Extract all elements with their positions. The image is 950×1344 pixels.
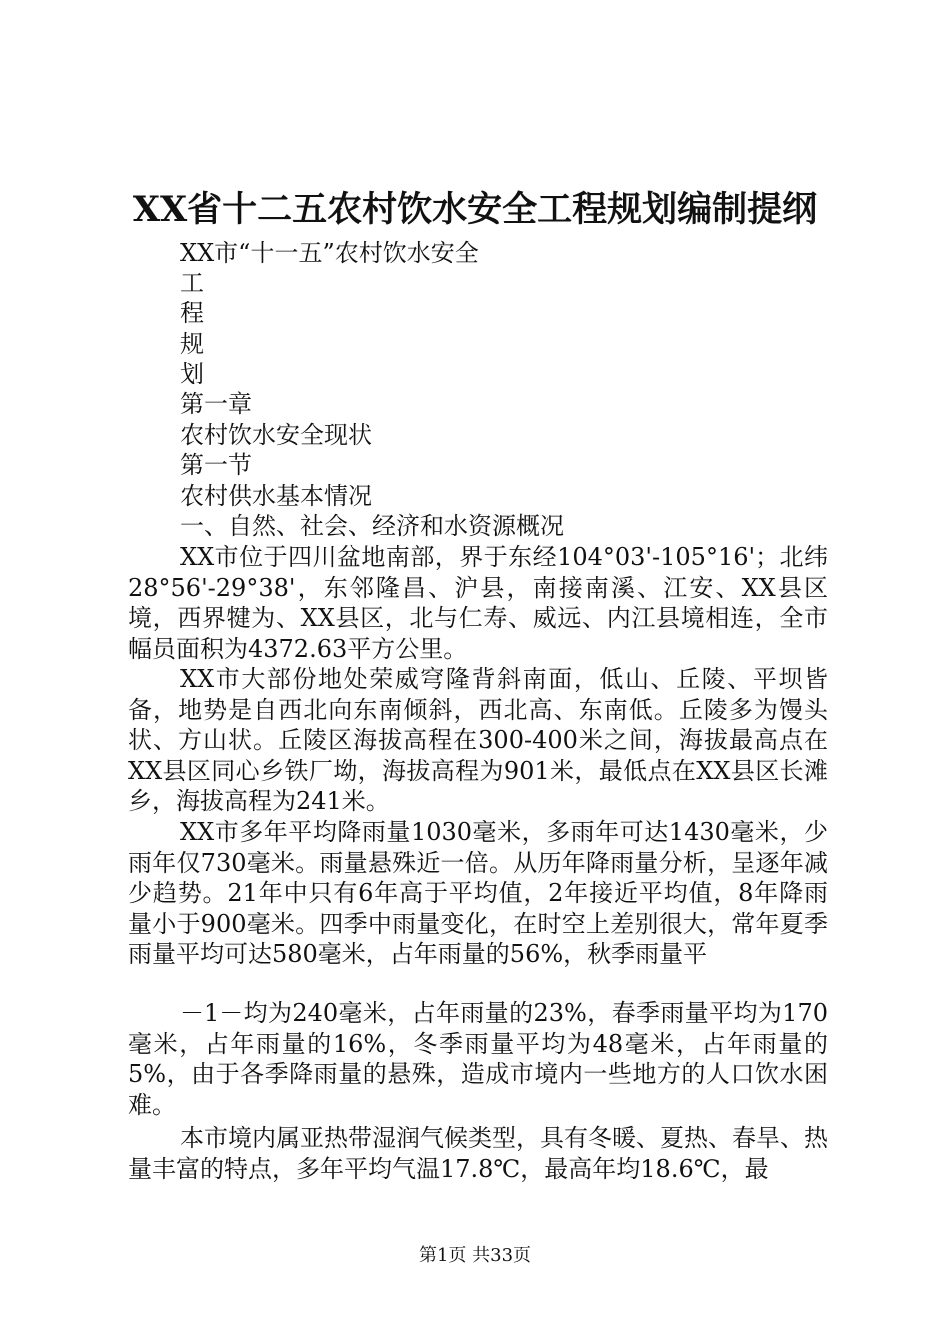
document-title: XX省十二五农村饮水安全工程规划编制提纲 [132, 189, 818, 230]
page-footer: 第1页 共33页 [418, 1245, 532, 1266]
body-paragraph: XX市大部份地处荣威穹隆背斜南面，低山、丘陵、平坝皆备，地势是自西北向东南倾斜，西北高、东南低。丘陵多为馒头状、方山状。丘陵区海拔高程在300-400米之间，海拔最高点在XX县区同心乡铁厂坳，海拔高程为901米，最低点在XX县区长滩乡，海拔高程为241米。 [128, 665, 828, 815]
heading-line: 划 [180, 360, 204, 388]
section-title: 农村供水基本情况 [180, 482, 372, 510]
body-paragraph: XX市多年平均降雨量1030毫米，多雨年可达1430毫米，少雨年仅730毫米。雨量悬殊近一倍。从历年降雨量分析，呈逐年减少趋势。21年中只有6年高于平均值，2年接近平均值，8年降雨量小于900毫米。四季中雨量变化，在时空上差别很大，常年夏季雨量平均可达580毫米，占年雨量的56%，秋季雨量平 [128, 818, 828, 968]
section-heading: 第一节 [180, 451, 252, 479]
chapter-title: 农村饮水安全现状 [180, 421, 372, 449]
body-paragraph: XX市位于四川盆地南部，界于东经104°03'-105°16'；北纬28°56'-29°38'，东邻隆昌、沪县，南接南溪、江安、XX县区境，西界犍为、XX县区，北与仁寿、威远、内江县境相连，全市幅员面积为4372.63平方公里。 [128, 543, 828, 663]
body-paragraph: 本市境内属亚热带湿润气候类型，具有冬暖、夏热、春旱、热量丰富的特点，多年平均气温17.8℃，最高年均18.6℃，最 [128, 1124, 828, 1183]
subsection-title: 一、自然、社会、经济和水资源概况 [180, 512, 564, 540]
heading-line: 工 [180, 269, 204, 297]
heading-line: XX市“十一五”农村饮水安全 [180, 239, 479, 267]
body-paragraph: －1－均为240毫米，占年雨量的23%，春季雨量平均为170毫米，占年雨量的16%，冬季雨量平均为48毫米，占年雨量的5%，由于各季降雨量的悬殊，造成市境内一些地方的人口饮水困难。 [128, 999, 828, 1119]
heading-line: 程 [180, 299, 204, 327]
heading-line: 规 [180, 330, 204, 358]
chapter-heading: 第一章 [180, 390, 252, 418]
